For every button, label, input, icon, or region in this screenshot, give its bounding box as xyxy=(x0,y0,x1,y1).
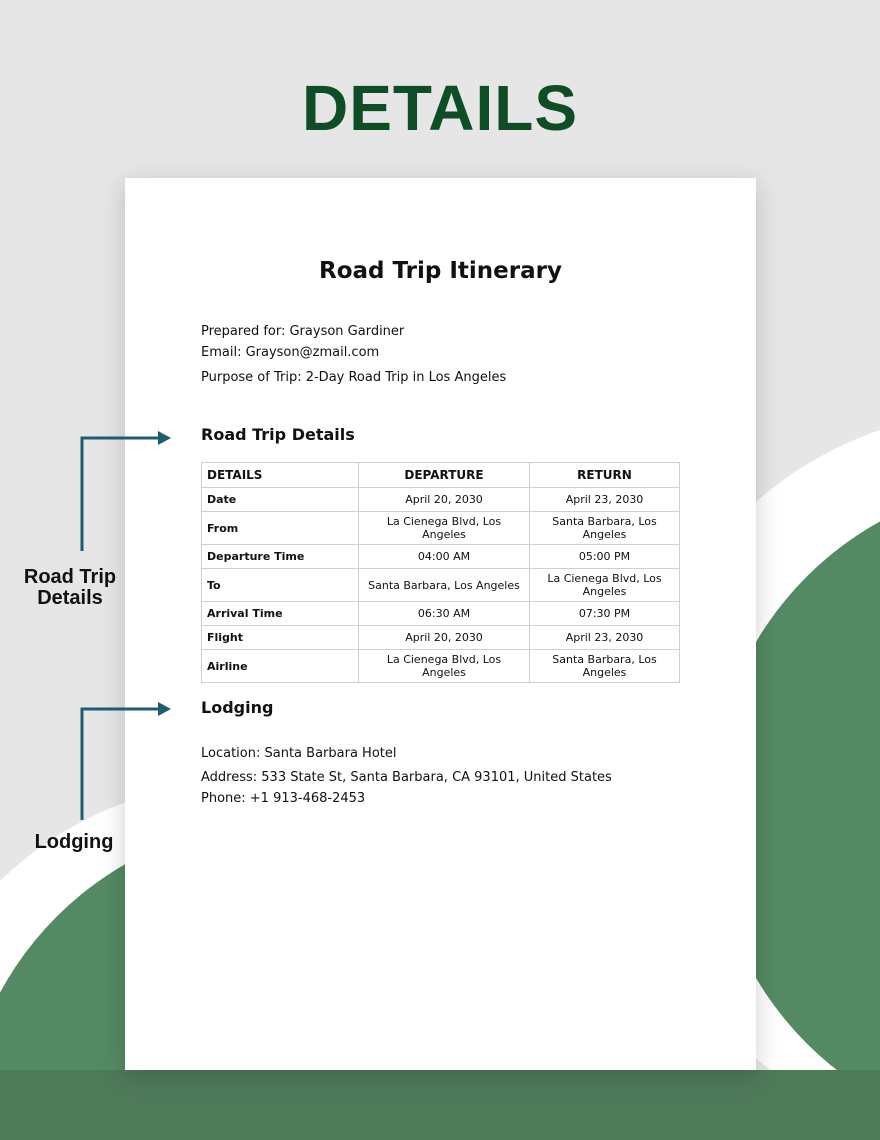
return-cell: April 23, 2030 xyxy=(530,626,680,650)
lodging-address: Address: 533 State St, Santa Barbara, CA 93101, United States xyxy=(201,770,612,785)
table-header-row xyxy=(202,463,680,488)
row-label: Date xyxy=(202,488,359,512)
row-label: Flight xyxy=(202,626,359,650)
column-header-departure: DEPARTURE xyxy=(359,463,530,488)
departure-cell: La Cienega Blvd, Los Angeles xyxy=(359,650,530,683)
road-trip-table xyxy=(201,462,680,683)
table-row xyxy=(202,488,680,512)
return-cell: Santa Barbara, Los Angeles xyxy=(530,512,680,545)
callout-lodging: Lodging xyxy=(34,831,114,853)
row-label: Airline xyxy=(202,650,359,683)
itinerary-document xyxy=(125,178,756,1070)
road-trip-details-heading: Road Trip Details xyxy=(201,425,355,444)
column-header-details: DETAILS xyxy=(202,463,359,488)
lodging-heading: Lodging xyxy=(201,698,274,717)
lodging-location: Location: Santa Barbara Hotel xyxy=(201,746,397,761)
document-title: Road Trip Itinerary xyxy=(319,258,562,284)
lodging-phone: Phone: +1 913-468-2453 xyxy=(201,791,366,806)
return-cell: Santa Barbara, Los Angeles xyxy=(530,650,680,683)
table-row xyxy=(202,650,680,683)
departure-cell: 06:30 AM xyxy=(359,602,530,626)
prepared-for: Prepared for: Grayson Gardiner xyxy=(201,324,405,339)
banner-title: DETAILS xyxy=(301,72,579,144)
bottom-green-strip xyxy=(0,1070,880,1140)
table-row xyxy=(202,602,680,626)
departure-cell: Santa Barbara, Los Angeles xyxy=(359,569,530,602)
callout-road-trip-details xyxy=(10,567,130,609)
purpose-of-trip: Purpose of Trip: 2-Day Road Trip in Los Angeles xyxy=(201,370,507,385)
return-cell: 07:30 PM xyxy=(530,602,680,626)
table-row xyxy=(202,545,680,569)
row-label: Arrival Time xyxy=(202,602,359,626)
column-header-return: RETURN xyxy=(530,463,680,488)
return-cell: 05:00 PM xyxy=(530,545,680,569)
return-cell: La Cienega Blvd, Los Angeles xyxy=(530,569,680,602)
row-label: To xyxy=(202,569,359,602)
table-row xyxy=(202,512,680,545)
callout-road-trip-line2: Details xyxy=(37,587,103,609)
table-row xyxy=(202,569,680,602)
departure-cell: April 20, 2030 xyxy=(359,488,530,512)
callout-road-trip-line1: Road Trip xyxy=(23,566,117,588)
return-cell: April 23, 2030 xyxy=(530,488,680,512)
row-label: From xyxy=(202,512,359,545)
email: Email: Grayson@zmail.com xyxy=(201,345,380,360)
departure-cell: La Cienega Blvd, Los Angeles xyxy=(359,512,530,545)
departure-cell: 04:00 AM xyxy=(359,545,530,569)
departure-cell: April 20, 2030 xyxy=(359,626,530,650)
row-label: Departure Time xyxy=(202,545,359,569)
table-row xyxy=(202,626,680,650)
